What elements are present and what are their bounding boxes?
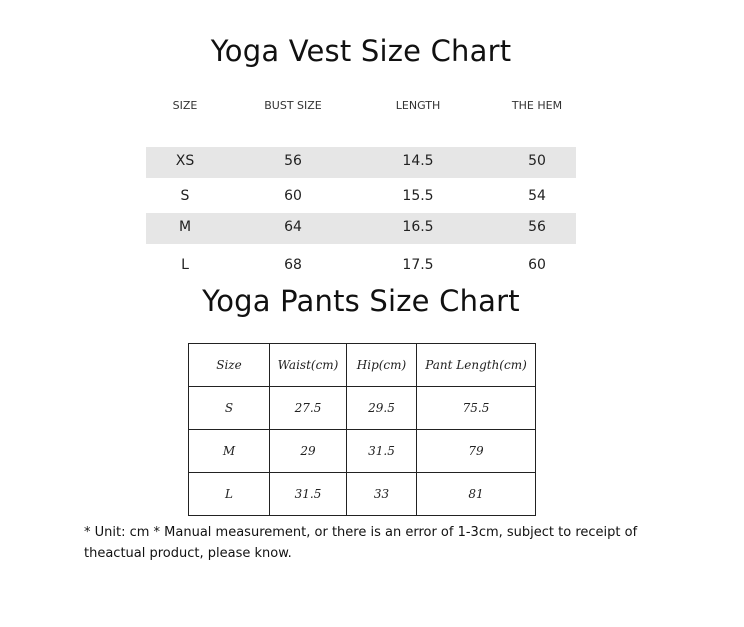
pants-table-row xyxy=(189,430,536,473)
vest-cell-length: 15.5 xyxy=(402,188,434,204)
vest-cell-bust: 60 xyxy=(284,188,302,204)
vest-cell-bust: 68 xyxy=(284,257,302,273)
vest-chart-title: Yoga Vest Size Chart xyxy=(210,34,512,68)
vest-cell-size: S xyxy=(180,188,190,204)
vest-cell-size: M xyxy=(178,219,192,235)
vest-header-size: SIZE xyxy=(172,99,198,112)
pants-header-length: Pant Length(cm) xyxy=(417,344,536,387)
pants-chart-title: Yoga Pants Size Chart xyxy=(202,284,520,318)
vest-table-header xyxy=(146,99,576,119)
vest-cell-hem: 50 xyxy=(528,153,546,169)
pants-cell-waist: 27.5 xyxy=(270,387,347,430)
pants-cell-size: M xyxy=(189,430,270,473)
vest-table-row xyxy=(146,147,576,178)
pants-cell-length: 79 xyxy=(417,430,536,473)
vest-cell-hem: 54 xyxy=(528,188,546,204)
pants-cell-size: S xyxy=(189,387,270,430)
vest-cell-bust: 64 xyxy=(284,219,302,235)
vest-cell-length: 16.5 xyxy=(402,219,434,235)
pants-cell-waist: 31.5 xyxy=(270,473,347,516)
vest-cell-length: 14.5 xyxy=(402,153,434,169)
vest-cell-bust: 56 xyxy=(284,153,302,169)
pants-header-size: Size xyxy=(189,344,270,387)
pants-header-hip: Hip(cm) xyxy=(347,344,417,387)
pants-cell-hip: 31.5 xyxy=(347,430,417,473)
pants-cell-length: 81 xyxy=(417,473,536,516)
pants-cell-waist: 29 xyxy=(270,430,347,473)
pants-cell-hip: 29.5 xyxy=(347,387,417,430)
pants-size-table xyxy=(188,343,536,516)
vest-cell-length: 17.5 xyxy=(402,257,434,273)
measurement-note: * Unit: cm * Manual measurement, or there is an error of 1-3cm, subject to receipt of theactual product, please know. xyxy=(84,525,638,561)
pants-table-header xyxy=(189,344,536,387)
pants-table-row xyxy=(189,387,536,430)
vest-cell-hem: 60 xyxy=(528,257,546,273)
vest-header-length: LENGTH xyxy=(395,99,441,112)
vest-header-hem: THE HEM xyxy=(511,99,563,112)
vest-cell-size: XS xyxy=(175,153,195,169)
vest-cell-hem: 56 xyxy=(528,219,546,235)
vest-cell-size: L xyxy=(181,257,189,273)
vest-table-row xyxy=(146,182,576,213)
pants-header-waist: Waist(cm) xyxy=(270,344,347,387)
vest-table-row xyxy=(146,251,576,282)
vest-table-row xyxy=(146,213,576,244)
pants-cell-length: 75.5 xyxy=(417,387,536,430)
pants-cell-size: L xyxy=(189,473,270,516)
pants-cell-hip: 33 xyxy=(347,473,417,516)
vest-header-bust: BUST SIZE xyxy=(264,99,322,112)
pants-table-row xyxy=(189,473,536,516)
